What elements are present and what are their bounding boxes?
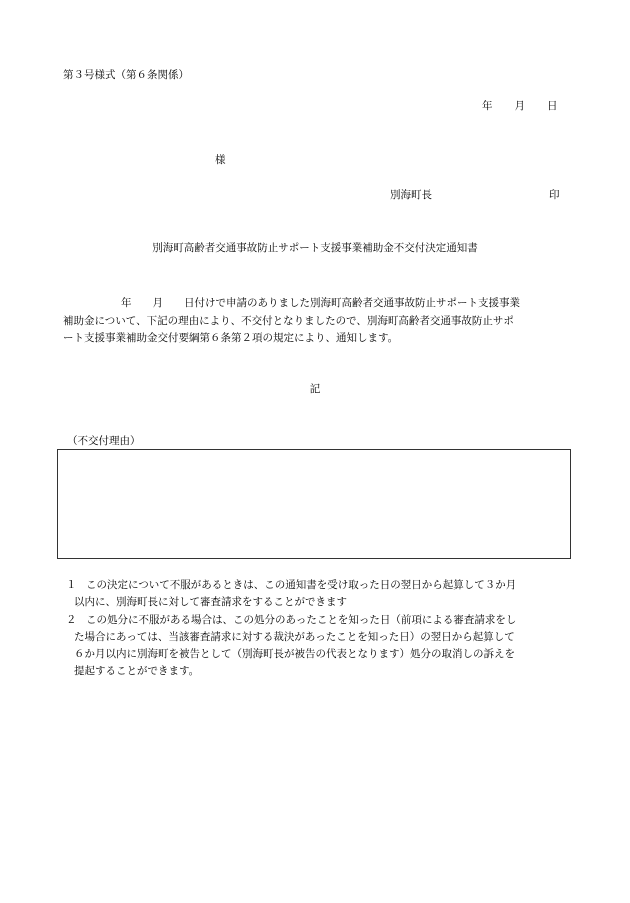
note-line: この処分に不服がある場合は、この処分のあったことを知った日（前項による審査請求をし <box>86 613 517 626</box>
date-month: 月 <box>514 100 525 112</box>
body-line-2: 補助金について、下記の理由により、不交付となりましたので、別海町高齢者交通事故防止サポ <box>63 314 514 327</box>
notice-body <box>63 295 567 348</box>
notes <box>60 577 570 681</box>
note-line: 提起することができます。 <box>74 665 200 678</box>
note-number: １ <box>66 579 77 591</box>
note-line: 以内に、別海町長に対して審査請求をすることができます <box>74 596 347 609</box>
form-number: 第３号様式（第６条関係） <box>63 69 189 81</box>
note-line: ６か月以内に別海町を被告として（別海町長が被告の代表となります）処分の取消しの訴えを <box>74 648 515 661</box>
reason-label: （不交付理由） <box>67 435 141 447</box>
note-number: ２ <box>66 613 77 626</box>
issuer-name: 別海町長 <box>390 189 432 201</box>
body-line-1: 年 月 日付けで申請のありました別海町高齢者交通事故防止サポート支援事業 <box>121 297 520 309</box>
date-line <box>482 101 558 112</box>
seal-mark: 印 <box>549 189 560 201</box>
date-day: 日 <box>547 100 558 112</box>
addressee-honorific: 様 <box>215 154 226 166</box>
note-line: た場合にあっては、当該審査請求に対する裁決があったことを知った日）の翌日から起算して <box>74 630 515 643</box>
reason-box <box>57 449 571 559</box>
document-title: 別海町高齢者交通事故防止サポート支援事業補助金不交付決定通知書 <box>152 242 478 254</box>
date-year: 年 <box>482 100 493 112</box>
note-item <box>60 612 570 681</box>
body-line-3: ート支援事業補助金交付要綱第６条第２項の規定により、通知します。 <box>63 332 399 344</box>
note-item <box>60 577 570 612</box>
ki-heading: 記 <box>309 383 321 395</box>
note-line: この決定について不服があるときは、この通知書を受け取った日の翌日から起算して３か月 <box>86 579 517 591</box>
